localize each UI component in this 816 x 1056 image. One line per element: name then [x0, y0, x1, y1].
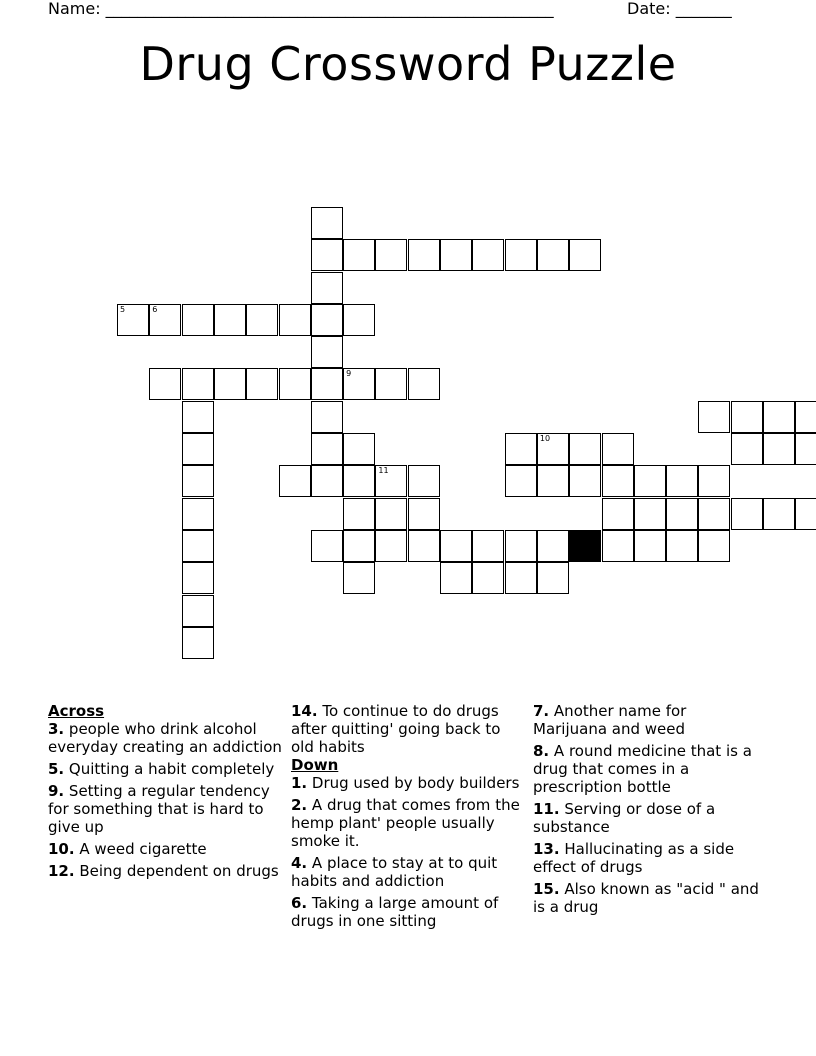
- crossword-cell[interactable]: [279, 465, 311, 497]
- crossword-cell[interactable]: [408, 498, 440, 530]
- cell-number: 10: [539, 434, 551, 443]
- crossword-cell[interactable]: [246, 304, 278, 336]
- crossword-cell[interactable]: [602, 530, 634, 562]
- crossword-cell[interactable]: [472, 562, 504, 594]
- clue-number: 15.: [533, 880, 560, 898]
- crossword-cell[interactable]: [311, 336, 343, 368]
- cell-number: 5: [120, 304, 126, 314]
- clue-number: 2.: [291, 796, 308, 814]
- crossword-cell[interactable]: [311, 239, 343, 271]
- clue-item: [291, 796, 523, 850]
- clue-item: [533, 702, 765, 738]
- clue-text: Quitting a habit completely: [68, 760, 275, 778]
- crossword-cell[interactable]: [440, 530, 472, 562]
- date-field-label: Date: _______: [627, 0, 732, 18]
- crossword-cell[interactable]: [698, 401, 730, 433]
- clue-item: [533, 800, 765, 836]
- clue-number: 6.: [291, 894, 308, 912]
- crossword-cell[interactable]: [698, 498, 730, 530]
- clue-number: 10.: [48, 840, 75, 858]
- cell-number: 6: [152, 304, 158, 314]
- crossword-cell[interactable]: [602, 465, 634, 497]
- clue-text: Another name for Marijuana and weed: [533, 702, 687, 738]
- crossword-cell[interactable]: [343, 239, 375, 271]
- clue-number: 13.: [533, 840, 560, 858]
- crossword-cell[interactable]: [537, 530, 569, 562]
- crossword-cell[interactable]: [311, 433, 343, 465]
- crossword-cell[interactable]: [569, 465, 601, 497]
- clue-item: [291, 894, 523, 930]
- crossword-cell[interactable]: [634, 465, 666, 497]
- crossword-cell[interactable]: [246, 368, 278, 400]
- clue-item: [291, 702, 523, 756]
- crossword-cell[interactable]: [182, 368, 214, 400]
- clue-number: 8.: [533, 742, 550, 760]
- header-row: [48, 0, 748, 20]
- crossword-cell[interactable]: [343, 368, 375, 400]
- crossword-cell[interactable]: [763, 433, 795, 465]
- crossword-cell[interactable]: [537, 433, 569, 465]
- crossword-cell[interactable]: [537, 239, 569, 271]
- crossword-cell[interactable]: [311, 272, 343, 304]
- clue-number: 4.: [291, 854, 308, 872]
- clue-item: [48, 760, 286, 778]
- clue-item: [533, 742, 765, 796]
- crossword-cell[interactable]: [343, 530, 375, 562]
- crossword-cell[interactable]: [214, 368, 246, 400]
- clue-text: A place to stay at to quit habits and addiction: [291, 854, 498, 890]
- crossword-cell[interactable]: [311, 465, 343, 497]
- clue-text: Taking a large amount of drugs in one sitting: [291, 894, 499, 930]
- crossword-cell[interactable]: [505, 530, 537, 562]
- clues-column-2: [291, 702, 523, 930]
- crossword-cell[interactable]: [117, 304, 149, 336]
- clue-number: 9.: [48, 782, 65, 800]
- crossword-cell[interactable]: [634, 498, 666, 530]
- crossword-cell[interactable]: [343, 465, 375, 497]
- clue-text: Setting a regular tendency for something that is hard to give up: [48, 782, 270, 836]
- crossword-cell[interactable]: [182, 595, 214, 627]
- crossword-cell[interactable]: [731, 401, 763, 433]
- crossword-cell[interactable]: [182, 401, 214, 433]
- clue-number: 7.: [533, 702, 550, 720]
- crossword-cell[interactable]: [343, 562, 375, 594]
- crossword-cell[interactable]: [343, 433, 375, 465]
- crossword-cell[interactable]: [505, 433, 537, 465]
- crossword-cell[interactable]: [343, 304, 375, 336]
- clue-item: [291, 854, 523, 890]
- crossword-cell[interactable]: [666, 498, 698, 530]
- crossword-cell[interactable]: [763, 498, 795, 530]
- clue-item: [291, 774, 523, 792]
- clues-column-3: [533, 702, 765, 916]
- clue-text: To continue to do drugs after quitting' going back to old habits: [291, 702, 501, 756]
- crossword-cell[interactable]: [763, 401, 795, 433]
- crossword-cell[interactable]: [731, 498, 763, 530]
- clues-column-1: [48, 702, 286, 880]
- crossword-cell[interactable]: [472, 530, 504, 562]
- clue-text: Hallucinating as a side effect of drugs: [533, 840, 735, 876]
- across-heading: Across: [48, 702, 105, 720]
- crossword-cell[interactable]: [505, 465, 537, 497]
- crossword-cell[interactable]: [182, 433, 214, 465]
- crossword-cell[interactable]: [505, 562, 537, 594]
- crossword-cell[interactable]: [795, 401, 816, 433]
- crossword-cell[interactable]: [182, 530, 214, 562]
- crossword-cell[interactable]: [537, 465, 569, 497]
- crossword-cell[interactable]: [182, 498, 214, 530]
- page-title: Drug Crossword Puzzle: [139, 37, 677, 91]
- clue-item: [48, 720, 286, 756]
- crossword-cell[interactable]: [795, 498, 816, 530]
- crossword-cell[interactable]: [569, 239, 601, 271]
- crossword-cell[interactable]: [440, 239, 472, 271]
- clue-text: A weed cigarette: [79, 840, 207, 858]
- crossword-cell[interactable]: [505, 239, 537, 271]
- crossword-cell[interactable]: [602, 498, 634, 530]
- crossword-cell[interactable]: [408, 530, 440, 562]
- name-field-label: Name: ________________________________________________________: [48, 0, 554, 18]
- crossword-cell[interactable]: [666, 530, 698, 562]
- crossword-cell[interactable]: [698, 465, 730, 497]
- crossword-cell[interactable]: [279, 368, 311, 400]
- clue-item: [48, 782, 286, 836]
- clue-number: 12.: [48, 862, 75, 880]
- crossword-cell[interactable]: [343, 498, 375, 530]
- crossword-black-cell: [569, 530, 601, 562]
- crossword-cell[interactable]: [472, 239, 504, 271]
- clue-text: people who drink alcohol everyday creating an addiction: [48, 720, 282, 756]
- crossword-cell[interactable]: [698, 530, 730, 562]
- crossword-cell[interactable]: [408, 465, 440, 497]
- crossword-cell[interactable]: [279, 304, 311, 336]
- clue-text: Drug used by body builders: [311, 774, 520, 792]
- cell-number: 11: [378, 466, 389, 476]
- clue-number: 11.: [533, 800, 560, 818]
- crossword-cell[interactable]: [311, 401, 343, 433]
- crossword-cell[interactable]: [375, 530, 407, 562]
- cell-number: 9: [346, 369, 352, 379]
- crossword-cell[interactable]: [182, 304, 214, 336]
- crossword-cell[interactable]: [311, 207, 343, 239]
- clue-text: Being dependent on drugs: [79, 862, 279, 880]
- crossword-cell[interactable]: [311, 368, 343, 400]
- crossword-cell[interactable]: [214, 304, 246, 336]
- clue-item: [48, 840, 286, 858]
- crossword-cell[interactable]: [795, 433, 816, 465]
- clue-number: 5.: [48, 760, 65, 778]
- clue-number: 14.: [291, 702, 318, 720]
- crossword-cell[interactable]: [731, 433, 763, 465]
- crossword-cell[interactable]: [182, 627, 214, 659]
- crossword-cell[interactable]: [569, 433, 601, 465]
- clue-text: Serving or dose of a substance: [533, 800, 716, 836]
- crossword-cell[interactable]: [666, 465, 698, 497]
- crossword-cell[interactable]: [375, 368, 407, 400]
- clue-number: 3.: [48, 720, 65, 738]
- crossword-cell[interactable]: [634, 530, 666, 562]
- clue-text: Also known as "acid " and is a drug: [533, 880, 759, 916]
- crossword-cell[interactable]: [149, 304, 181, 336]
- clue-item: [533, 840, 765, 876]
- clue-text: A round medicine that is a drug that comes in a prescription bottle: [533, 742, 752, 796]
- down-heading: Down: [291, 756, 339, 774]
- clue-item: [48, 862, 286, 880]
- crossword-cell[interactable]: [375, 465, 407, 497]
- crossword-cell[interactable]: [311, 304, 343, 336]
- crossword-cell[interactable]: [408, 239, 440, 271]
- crossword-cell[interactable]: [182, 562, 214, 594]
- clue-item: [533, 880, 765, 916]
- crossword-cell[interactable]: [375, 498, 407, 530]
- crossword-cell[interactable]: [375, 239, 407, 271]
- crossword-cell[interactable]: [408, 368, 440, 400]
- crossword-cell[interactable]: [602, 433, 634, 465]
- crossword-cell[interactable]: [537, 562, 569, 594]
- clue-text: A drug that comes from the hemp plant' people usually smoke it.: [291, 796, 520, 850]
- crossword-cell[interactable]: [182, 465, 214, 497]
- crossword-cell[interactable]: [440, 562, 472, 594]
- crossword-cell[interactable]: [311, 530, 343, 562]
- clue-number: 1.: [291, 774, 308, 792]
- crossword-cell[interactable]: [149, 368, 181, 400]
